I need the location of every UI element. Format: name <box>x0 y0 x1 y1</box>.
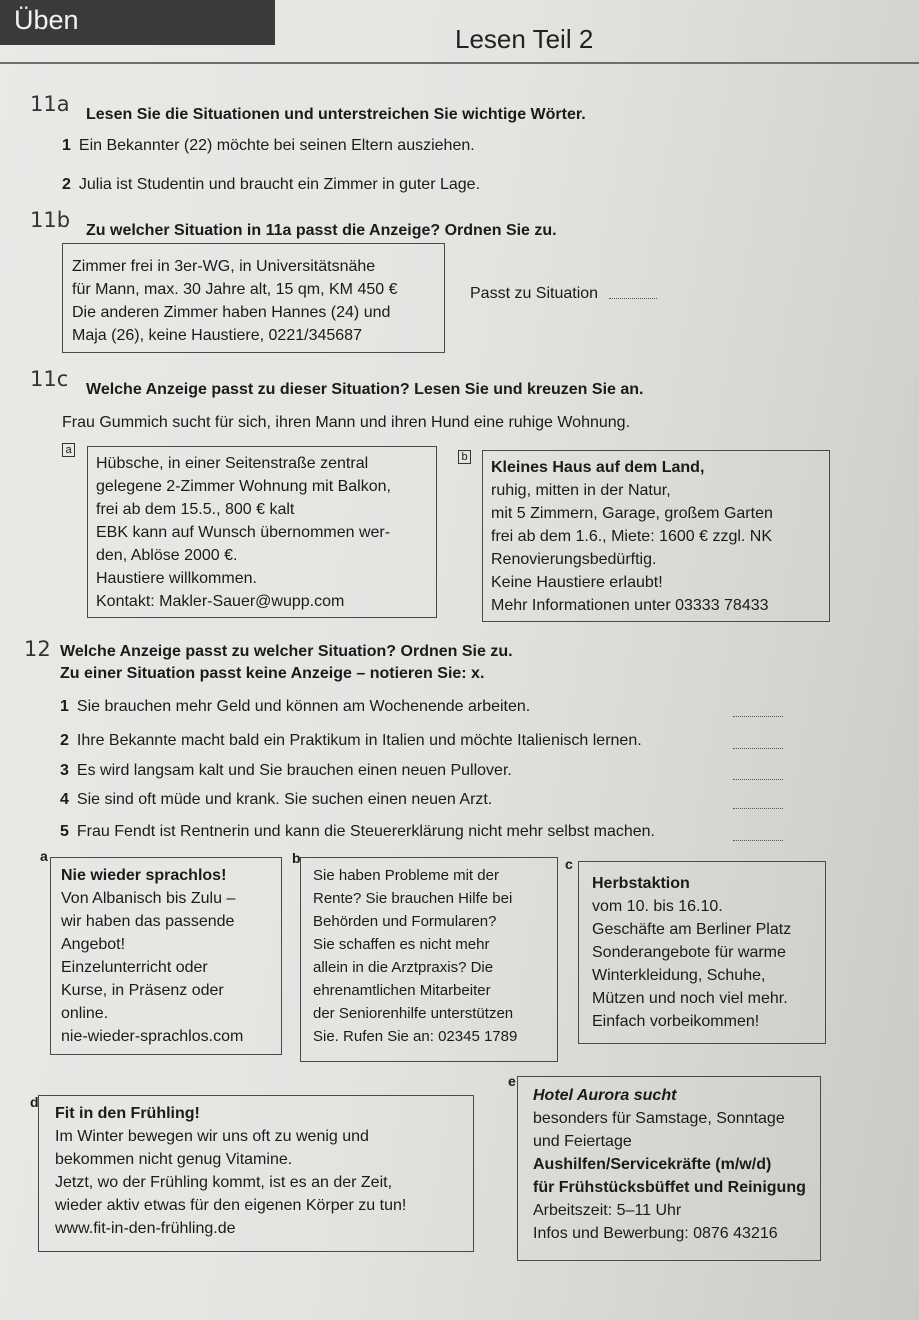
ad-line: den, Ablöse 2000 €. <box>96 547 238 564</box>
ad-line: für Mann, max. 30 Jahre alt, 15 qm, KM 450 € <box>72 281 398 298</box>
ad-line: besonders für Samstage, Sonntage <box>533 1110 785 1127</box>
ad-line: gelegene 2-Zimmer Wohnung mit Balkon, <box>96 478 391 495</box>
ad-line: Zimmer frei in 3er-WG, in Universitätsnähe <box>72 258 376 275</box>
ad-line: Einfach vorbeikommen! <box>592 1013 760 1030</box>
exercise-instruction-12: Welche Anzeige passt zu welcher Situation? Ordnen Sie zu. <box>60 643 513 660</box>
ad-line: bekommen nicht genug Vitamine. <box>55 1151 293 1168</box>
ad-headline: Fit in den Frühling! <box>55 1105 200 1122</box>
ad-line: Behörden und Formularen? <box>313 913 497 930</box>
ad-line: Aushilfen/Servicekräfte (m/w/d) <box>533 1156 772 1173</box>
ad-line: Mützen und noch viel mehr. <box>592 990 788 1007</box>
ad-line: online. <box>61 1005 109 1022</box>
list-item <box>62 137 475 155</box>
item-number: 5 <box>60 823 69 840</box>
ad-b-box <box>300 857 558 1062</box>
ad-line: Rente? Sie brauchen Hilfe bei <box>313 890 513 907</box>
ad-a-box <box>87 446 437 618</box>
ad-line: wir haben das passende <box>61 913 235 930</box>
answer-blank-11b[interactable] <box>609 298 657 299</box>
ad-d-box <box>38 1095 474 1252</box>
section-label: Üben <box>0 0 275 45</box>
ad-line: frei ab dem 1.6., Miete: 1600 € zzgl. NK <box>491 528 773 545</box>
item-text: Frau Fendt ist Rentnerin und kann die Steuererklärung nicht mehr selbst machen. <box>76 823 655 840</box>
list-item <box>60 698 530 716</box>
ad-line: EBK kann auf Wunsch übernommen wer- <box>96 524 391 541</box>
ad-line: Infos und Bewerbung: 0876 43216 <box>533 1225 778 1242</box>
ad-box-11b <box>62 243 445 353</box>
ad-c-box <box>578 861 826 1044</box>
ad-line: allein in die Arztpraxis? Die <box>313 959 494 976</box>
item-number: 1 <box>60 698 69 715</box>
ad-line: ehrenamtlichen Mitarbeiter <box>313 982 491 999</box>
ad-e-box <box>517 1076 821 1261</box>
ad-line: Kontakt: Makler-Sauer@wupp.com <box>96 593 345 610</box>
item-text: Ihre Bekannte macht bald ein Praktikum in Italien und möchte Italienisch lernen. <box>76 732 642 749</box>
exercise-instruction-12-note: Zu einer Situation passt keine Anzeige – notieren Sie: x. <box>60 665 485 682</box>
exercise-number-11a: 11a <box>30 92 70 116</box>
ad-line: frei ab dem 15.5., 800 € kalt <box>96 501 295 518</box>
item-text: Ein Bekannter (22) möchte bei seinen Eltern ausziehen. <box>78 137 475 154</box>
ad-line: und Feiertage <box>533 1133 632 1150</box>
ad-line: nie-wieder-sprachlos.com <box>61 1028 244 1045</box>
ad-e-label: e <box>508 1073 516 1089</box>
ad-line: für Frühstücksbüffet und Reinigung <box>533 1179 806 1196</box>
ad-line: Angebot! <box>61 936 126 953</box>
exercise-number-11b: 11b <box>30 208 71 232</box>
ad-b-label: b <box>292 850 301 866</box>
ad-headline: Herbstaktion <box>592 875 690 892</box>
ad-line: Von Albanisch bis Zulu – <box>61 890 236 907</box>
ad-b-checkbox[interactable]: b <box>458 450 471 464</box>
ad-line: Kurse, in Präsenz oder <box>61 982 224 999</box>
ad-line: Renovierungsbedürftig. <box>491 551 657 568</box>
header-divider <box>0 62 919 64</box>
item-text: Sie brauchen mehr Geld und können am Wochenende arbeiten. <box>76 698 531 715</box>
ad-line: Sie. Rufen Sie an: 02345 1789 <box>313 1028 518 1045</box>
ad-line: mit 5 Zimmern, Garage, großem Garten <box>491 505 773 522</box>
answer-blank[interactable] <box>733 840 783 841</box>
ad-line: wieder aktiv etwas für den eigenen Körper zu tun! <box>55 1197 407 1214</box>
exercise-number-11c: 11c <box>30 367 69 391</box>
ad-c-label: c <box>565 856 573 872</box>
ad-line: Im Winter bewegen wir uns oft zu wenig und <box>55 1128 369 1145</box>
ad-b-box <box>482 450 830 622</box>
ad-line: Jetzt, wo der Frühling kommt, ist es an der Zeit, <box>55 1174 393 1191</box>
item-number: 2 <box>62 176 71 193</box>
ad-line: Mehr Informationen unter 03333 78433 <box>491 597 769 614</box>
ad-line: Arbeitszeit: 5–11 Uhr <box>533 1202 682 1219</box>
ad-line: www.fit-in-den-frühling.de <box>55 1220 236 1237</box>
exercise-number-12: 12 <box>24 637 51 661</box>
page-title: Lesen Teil 2 <box>455 24 594 54</box>
situation-text: Frau Gummich sucht für sich, ihren Mann und ihren Hund eine ruhige Wohnung. <box>62 414 631 431</box>
ad-line: Sonderangebote für warme <box>592 944 786 961</box>
ad-line: der Seniorenhilfe unterstützen <box>313 1005 514 1022</box>
list-item <box>60 791 492 809</box>
ad-headline: Kleines Haus auf dem Land, <box>491 459 705 476</box>
exercise-instruction-11c: Welche Anzeige passt zu dieser Situation? Lesen Sie und kreuzen Sie an. <box>86 381 644 398</box>
answer-blank[interactable] <box>733 748 783 749</box>
ad-line: ruhig, mitten in der Natur, <box>491 482 671 499</box>
answer-blank[interactable] <box>733 779 783 780</box>
ad-headline: Hotel Aurora sucht <box>533 1087 677 1104</box>
ad-line: Keine Haustiere erlaubt! <box>491 574 663 591</box>
ad-a-checkbox[interactable]: a <box>62 443 75 457</box>
ad-line: Einzelunterricht oder <box>61 959 208 976</box>
ad-d-label: d <box>30 1094 39 1110</box>
ad-line: Die anderen Zimmer haben Hannes (24) und <box>72 304 391 321</box>
exercise-instruction-11a: Lesen Sie die Situationen und unterstreichen Sie wichtige Wörter. <box>86 106 586 123</box>
item-text: Sie sind oft müde und krank. Sie suchen einen neuen Arzt. <box>76 791 493 808</box>
ad-line: Haustiere willkommen. <box>96 570 257 587</box>
ad-a-label: a <box>40 848 48 864</box>
ad-line: Winterkleidung, Schuhe, <box>592 967 766 984</box>
exercise-instruction-11b: Zu welcher Situation in 11a passt die Anzeige? Ordnen Sie zu. <box>86 222 557 239</box>
list-item <box>60 762 512 780</box>
item-number: 3 <box>60 762 69 779</box>
answer-blank[interactable] <box>733 716 783 717</box>
item-number: 1 <box>62 137 71 154</box>
ad-line: Sie schaffen es nicht mehr <box>313 936 490 953</box>
answer-label-11b: Passt zu Situation <box>470 285 599 302</box>
ad-line: Sie haben Probleme mit der <box>313 867 499 884</box>
ad-line: vom 10. bis 16.10. <box>592 898 723 915</box>
ad-headline: Nie wieder sprachlos! <box>61 867 227 884</box>
list-item <box>62 176 480 194</box>
item-number: 2 <box>60 732 69 749</box>
item-number: 4 <box>60 791 69 808</box>
ad-line: Geschäfte am Berliner Platz <box>592 921 792 938</box>
ad-a-box <box>50 857 282 1055</box>
item-text: Es wird langsam kalt und Sie brauchen einen neuen Pullover. <box>76 762 512 779</box>
list-item <box>60 732 642 750</box>
ad-line: Maja (26), keine Haustiere, 0221/345687 <box>72 327 362 344</box>
answer-blank[interactable] <box>733 808 783 809</box>
item-text: Julia ist Studentin und braucht ein Zimmer in guter Lage. <box>78 176 481 193</box>
ad-line: Hübsche, in einer Seitenstraße zentral <box>96 455 369 472</box>
list-item <box>60 823 655 841</box>
